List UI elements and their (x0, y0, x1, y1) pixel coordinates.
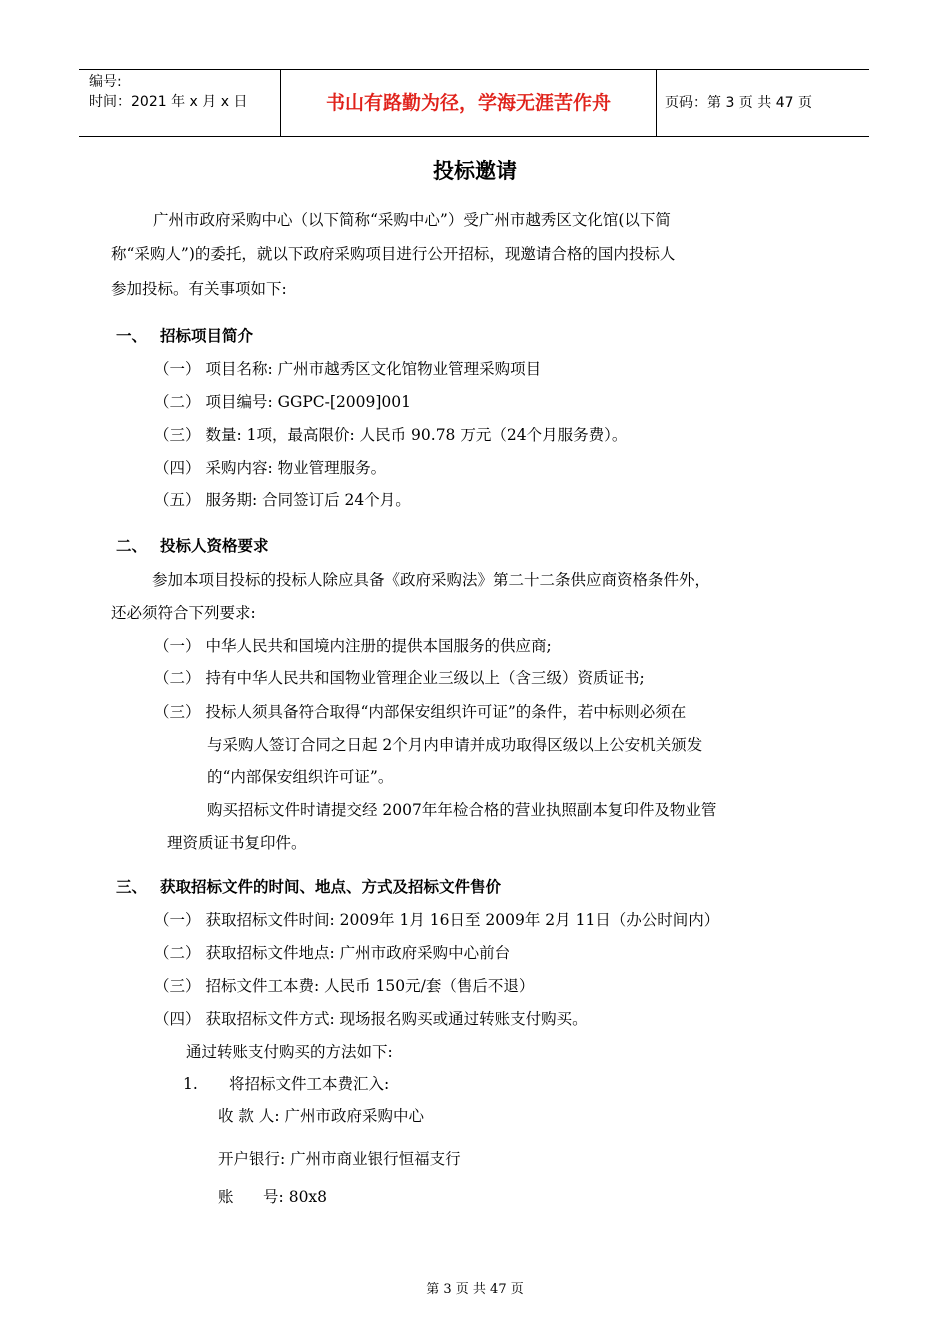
section-2-item: （二） 持有中华人民共和国物业管理企业三级以上（含三级）资质证书; (154, 669, 645, 687)
section-1-item: （一） 项目名称: 广州市越秀区文化馆物业管理采购项目 (154, 360, 542, 378)
header-page-info: 页码：第 3 页 共 47 页 (665, 95, 812, 111)
section-1-title: 招标项目简介 (160, 327, 254, 345)
page-footer: 第 3 页 共 47 页 (426, 1282, 524, 1297)
section-2-item: （三） 投标人须具备符合取得“内部保安组织许可证”的条件，若中标则必须在 (154, 703, 687, 721)
section-1-item: （四） 采购内容: 物业管理服务。 (154, 459, 387, 477)
section-1-item: （二） 项目编号: GGPC-[2009]001 (154, 393, 412, 411)
section-3-title: 获取招标文件的时间、地点、方式及招标文件售价 (160, 878, 502, 896)
section-2-number: 二、 (116, 537, 148, 555)
section-3-item: （二） 获取招标文件地点: 广州市政府采购中心前台 (154, 944, 511, 962)
payment-method-intro: 通过转账支付购买的方法如下: (186, 1043, 393, 1061)
bank-line: 开户银行: 广州市商业银行恒福支行 (218, 1150, 461, 1168)
payee-line: 收 款 人: 广州市政府采购中心 (218, 1107, 425, 1125)
intro-line-1: 广州市政府采购中心（以下简称“采购中心”）受广州市越秀区文化馆(以下简 (153, 211, 671, 229)
section-3-item: （一） 获取招标文件时间: 2009年 1月 16日至 2009年 2月 11日（办公时间内） (154, 911, 720, 929)
section-3-item: （三） 招标文件工本费: 人民币 150元/套（售后不退） (154, 977, 535, 995)
page-title: 投标邀请 (433, 159, 517, 183)
payment-step-number: 1. (183, 1075, 198, 1093)
account-line: 账 号: 80x8 (218, 1188, 328, 1206)
payment-step-1: 1. 将招标文件工本费汇入: (183, 1075, 390, 1093)
section-2-intro-line-2: 还必须符合下列要求: (111, 604, 256, 622)
section-3-item: （四） 获取招标文件方式: 现场报名购买或通过转账支付购买。 (154, 1010, 588, 1028)
section-2-note-line-2: 理资质证书复印件。 (167, 834, 307, 852)
section-2-item: （一） 中华人民共和国境内注册的提供本国服务的供应商; (154, 637, 552, 655)
section-2-item-continuation: 与采购人签订合同之日起 2个月内申请并成功取得区级以上公安机关颁发 (207, 736, 703, 754)
intro-line-3: 参加投标。有关事项如下: (111, 280, 287, 298)
section-2-item-continuation: 的“内部保安组织许可证”。 (207, 768, 394, 786)
section-2-title: 投标人资格要求 (160, 537, 269, 555)
section-1-heading (116, 325, 253, 347)
intro-line-2: 称“采购人”)的委托，就以下政府采购项目进行公开招标，现邀请合格的国内投标人 (111, 245, 676, 263)
header-table (79, 69, 869, 137)
section-2-intro-line-1: 参加本项目投标的投标人除应具备《政府采购法》第二十二条供应商资格条件外， (152, 571, 711, 589)
section-1-number: 一、 (116, 327, 148, 345)
section-2-heading (116, 535, 269, 557)
document-time-label: 时间：2021 年 x 月 x 日 (89, 94, 248, 110)
header-left-cell (79, 70, 281, 136)
header-motto: 书山有路勤为径，学海无涯苦作舟 (281, 70, 657, 136)
section-3-heading (116, 876, 501, 898)
section-1-item: （三） 数量: 1项，最高限价: 人民币 90.78 万元（24个月服务费）。 (154, 426, 628, 444)
section-2-note-line-1: 购买招标文件时请提交经 2007年年检合格的营业执照副本复印件及物业管 (207, 801, 717, 819)
section-3-number: 三、 (116, 878, 148, 896)
document-number-label: 编号: (89, 74, 122, 90)
section-1-item: （五） 服务期: 合同签订后 24个月。 (154, 491, 411, 509)
